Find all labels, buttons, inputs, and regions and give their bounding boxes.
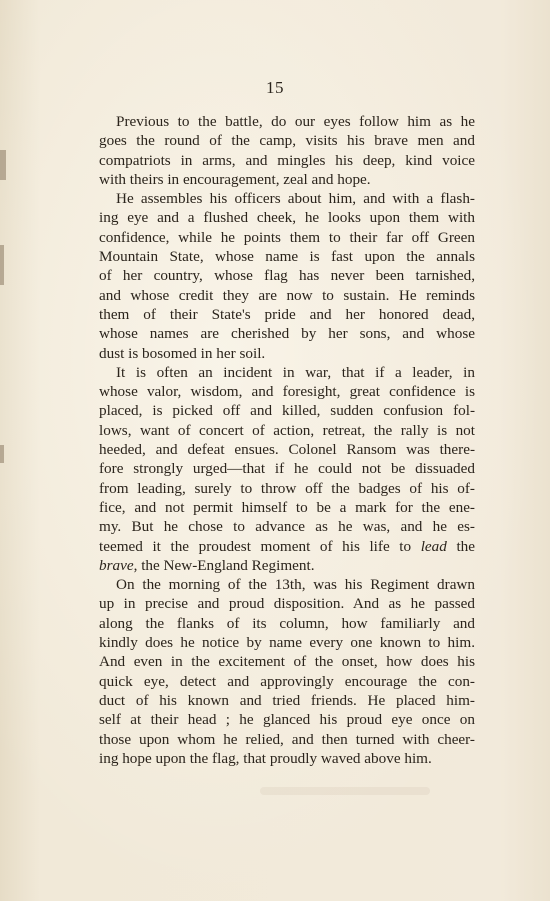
text-line: compatriots in arms, and mingles his deep, kind voice bbox=[99, 151, 475, 169]
text-line: And even in the excitement of the onset, how does his bbox=[99, 653, 475, 671]
text-line: confidence, while he points them to their far off Green bbox=[99, 228, 475, 246]
text-fragment: , the New-England Regiment. bbox=[133, 556, 315, 574]
text-line: up in precise and proud disposition. And as he passed bbox=[99, 595, 475, 613]
text-line: On the morning of the 13th, was his Regiment drawn bbox=[116, 576, 475, 594]
text-fragment: the bbox=[456, 537, 475, 555]
text-line: them of their State's pride and her honored dead, bbox=[99, 305, 475, 323]
text-line: whose valor, wisdom, and foresight, great confidence is bbox=[99, 383, 475, 401]
text-line: fore strongly urged—that if he could not be dissuaded bbox=[99, 460, 475, 478]
emphasized-word: brave bbox=[99, 556, 134, 574]
body-text bbox=[99, 112, 475, 768]
text-line: and whose credit they are now to sustain. He reminds bbox=[99, 286, 475, 304]
text-line: He assembles his officers about him, and with a flash- bbox=[116, 190, 475, 208]
text-line: lows, want of concert of action, retreat, the rally is not bbox=[99, 421, 475, 439]
text-line: along the flanks of its column, how familiarly and bbox=[99, 614, 475, 632]
bleed-through-trace bbox=[260, 787, 430, 795]
binding-edge-mark bbox=[0, 150, 6, 180]
binding-edge-mark bbox=[0, 445, 4, 463]
page-number: 15 bbox=[266, 78, 284, 97]
text-line bbox=[99, 537, 475, 556]
text-line: fice, and not permit himself to be a mark for the ene- bbox=[99, 498, 475, 516]
text-line: placed, is picked off and killed, sudden confusion fol- bbox=[99, 402, 475, 420]
text-line: self at their head ; he glanced his proud eye once on bbox=[99, 711, 475, 729]
text-line: from leading, surely to throw off the badges of his of- bbox=[99, 479, 475, 497]
text-line: goes the round of the camp, visits his brave men and bbox=[99, 132, 475, 150]
text-line: It is often an incident in war, that if a leader, in bbox=[116, 363, 475, 381]
text-line: my. But he chose to advance as he was, and he es- bbox=[99, 518, 475, 536]
text-line: Mountain State, whose name is fast upon the annals bbox=[99, 248, 475, 266]
text-line: whose names are cherished by her sons, and whose bbox=[99, 325, 475, 343]
text-line: those upon whom he relied, and then turned with cheer- bbox=[99, 730, 475, 748]
text-fragment: teemed it the proudest moment of his life to bbox=[99, 537, 412, 555]
text-line: with theirs in encouragement, zeal and hope. bbox=[99, 170, 371, 188]
text-line: duct of his known and tried friends. He placed him- bbox=[99, 691, 475, 709]
text-line: dust is bosomed in her soil. bbox=[99, 344, 266, 362]
binding-edge-mark bbox=[0, 245, 4, 285]
emphasized-word: lead bbox=[420, 537, 447, 555]
text-line: heeded, and defeat ensues. Colonel Ransom was there- bbox=[99, 441, 475, 459]
text-line: kindly does he notice by name every one known to him. bbox=[99, 634, 475, 652]
text-line bbox=[99, 556, 475, 575]
text-line: Previous to the battle, do our eyes follow him as he bbox=[116, 113, 475, 130]
text-line: quick eye, detect and approvingly encourage the con- bbox=[99, 672, 475, 690]
text-line: ing hope upon the flag, that proudly waved above him. bbox=[99, 749, 432, 767]
text-line: of her country, whose flag has never been tarnished, bbox=[99, 267, 475, 285]
text-line: ing eye and a flushed cheek, he looks upon them with bbox=[99, 209, 475, 227]
